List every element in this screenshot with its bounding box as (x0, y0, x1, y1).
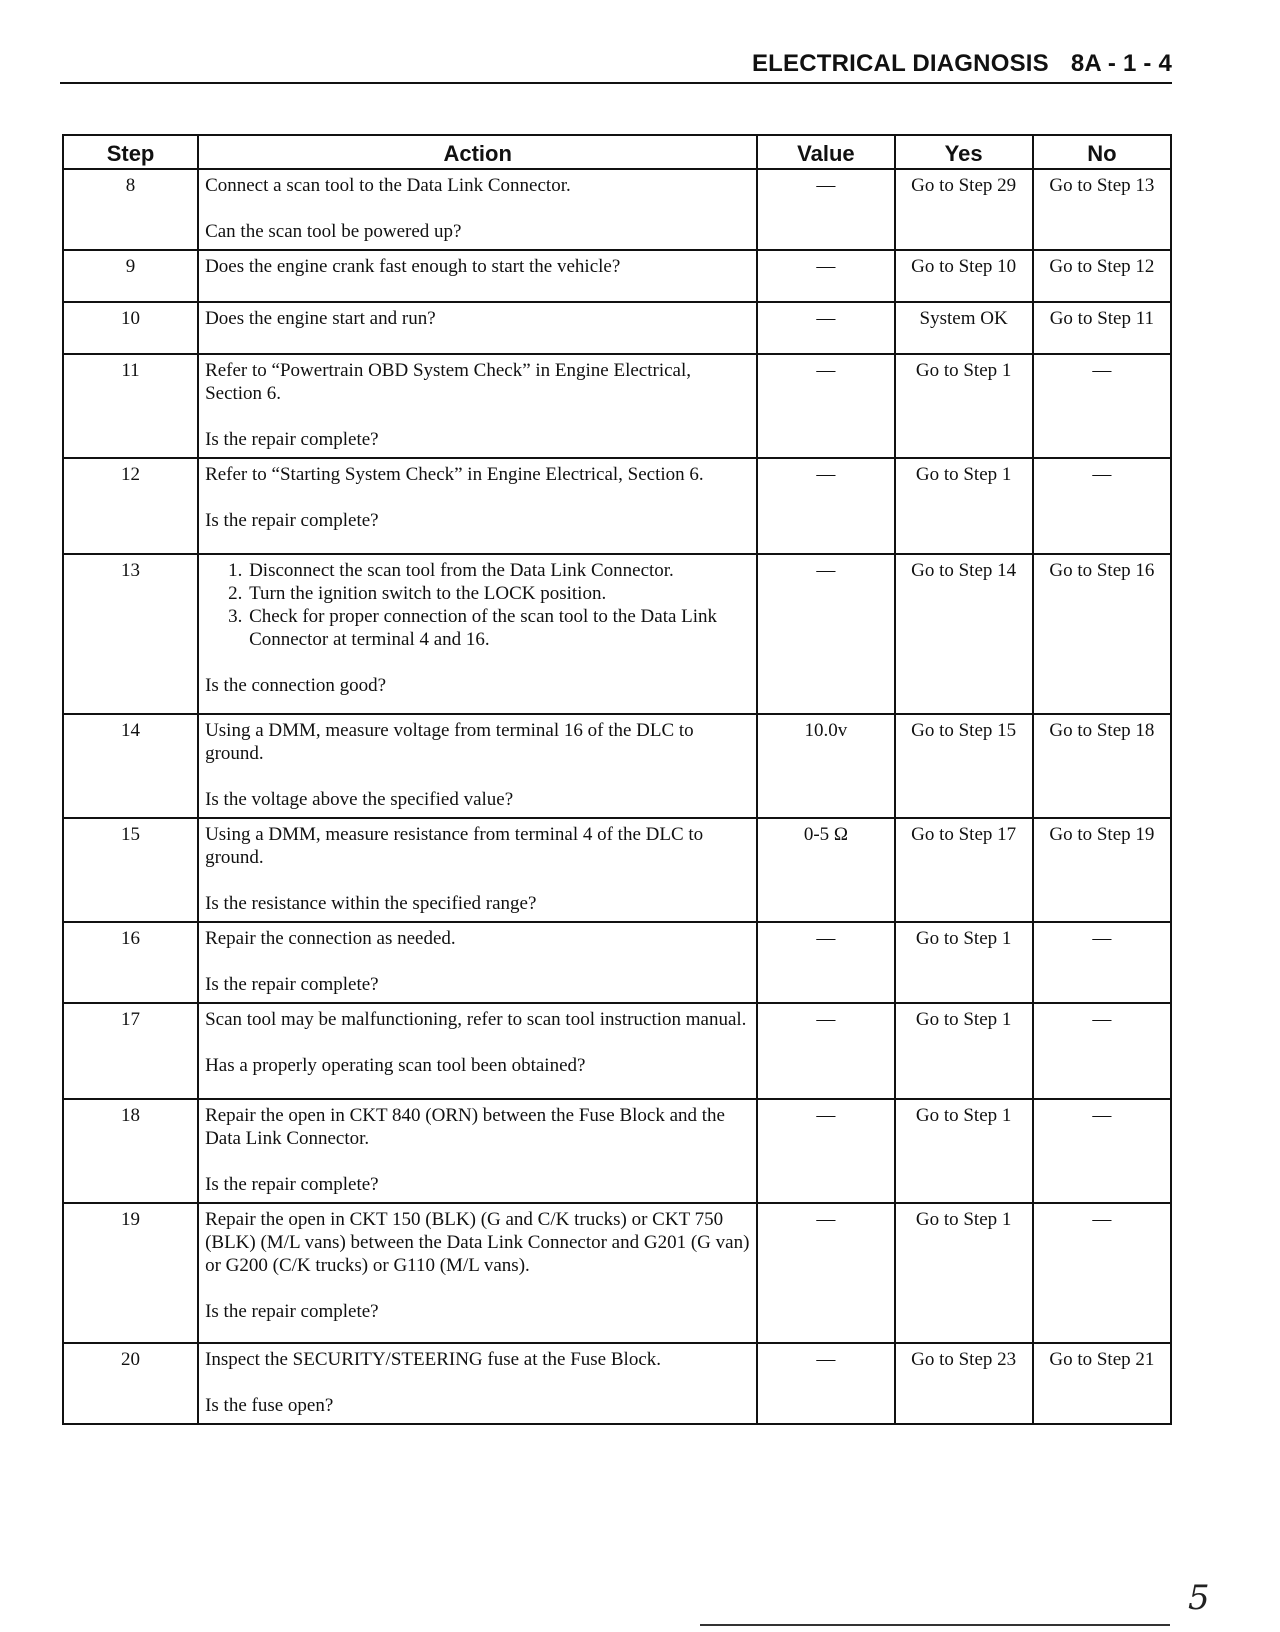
yes-cell: Go to Step 15 (895, 714, 1033, 818)
action-steps-list (205, 559, 750, 651)
no-cell: Go to Step 13 (1033, 169, 1171, 250)
no-cell: Go to Step 18 (1033, 714, 1171, 818)
yes-cell: Go to Step 1 (895, 1099, 1033, 1203)
action-question: Is the connection good? (205, 675, 387, 696)
yes-cell: Go to Step 10 (895, 250, 1033, 302)
yes-cell: Go to Step 1 (895, 1203, 1033, 1343)
step-number: 8 (63, 169, 198, 250)
yes-cell: Go to Step 1 (895, 458, 1033, 554)
action-text: Using a DMM, measure voltage from terminal 16 of the DLC to ground. (205, 720, 694, 764)
table-row (63, 554, 1171, 714)
step-number: 13 (63, 554, 198, 714)
yes-cell: Go to Step 1 (895, 354, 1033, 458)
action-question: Can the scan tool be powered up? (205, 221, 462, 242)
value-cell: — (757, 250, 894, 302)
value-cell: — (757, 458, 894, 554)
table-row (63, 1003, 1171, 1099)
no-cell: — (1033, 458, 1171, 554)
list-item: 1. Disconnect the scan tool from the Data Link Connector. (247, 559, 750, 582)
value-cell: — (757, 354, 894, 458)
diagnostic-table (62, 134, 1172, 1425)
action-text: Does the engine start and run? (205, 308, 436, 329)
footer-divider (700, 1624, 1170, 1626)
no-cell: — (1033, 1099, 1171, 1203)
action-cell (198, 818, 757, 922)
handwritten-page-mark: 5 (1188, 1578, 1210, 1618)
table-row (63, 458, 1171, 554)
action-text: Using a DMM, measure resistance from terminal 4 of the DLC to ground. (205, 824, 704, 868)
value-cell: — (757, 1343, 894, 1424)
action-question: Is the repair complete? (205, 1301, 379, 1322)
table-row (63, 302, 1171, 354)
column-header-yes: Yes (895, 135, 1033, 169)
action-text: Inspect the SECURITY/STEERING fuse at the Fuse Block. (205, 1349, 661, 1370)
action-text: Connect a scan tool to the Data Link Connector. (205, 175, 571, 196)
action-text: Repair the open in CKT 840 (ORN) between the Fuse Block and the Data Link Connector. (205, 1105, 725, 1149)
action-text: Refer to “Powertrain OBD System Check” in Engine Electrical, Section 6. (205, 360, 692, 404)
step-number: 19 (63, 1203, 198, 1343)
action-text: Scan tool may be malfunctioning, refer to scan tool instruction manual. (205, 1009, 747, 1030)
page-reference: 8A - 1 - 4 (1070, 50, 1172, 77)
table-row (63, 250, 1171, 302)
yes-cell: Go to Step 17 (895, 818, 1033, 922)
action-cell (198, 458, 757, 554)
action-cell (198, 714, 757, 818)
value-cell: — (757, 302, 894, 354)
value-cell: 10.0v (757, 714, 894, 818)
column-header-step: Step (63, 135, 198, 169)
table-row (63, 1099, 1171, 1203)
action-cell (198, 922, 757, 1003)
yes-cell: System OK (895, 302, 1033, 354)
value-cell: — (757, 1099, 894, 1203)
value-cell: — (757, 169, 894, 250)
table-row (63, 354, 1171, 458)
column-header-value: Value (757, 135, 894, 169)
action-question: Is the resistance within the specified range? (205, 893, 537, 914)
yes-cell: Go to Step 14 (895, 554, 1033, 714)
step-number: 20 (63, 1343, 198, 1424)
step-number: 16 (63, 922, 198, 1003)
action-question: Is the fuse open? (205, 1395, 334, 1416)
step-number: 12 (63, 458, 198, 554)
value-cell: — (757, 554, 894, 714)
table-row (63, 1203, 1171, 1343)
action-cell (198, 1343, 757, 1424)
no-cell: Go to Step 21 (1033, 1343, 1171, 1424)
no-cell: Go to Step 12 (1033, 250, 1171, 302)
column-header-no: No (1033, 135, 1171, 169)
step-number: 9 (63, 250, 198, 302)
action-text: Repair the open in CKT 150 (BLK) (G and C/K trucks) or CKT 750 (BLK) (M/L vans) between the Data Link Connector and G201 (G van) or G200 (C/K trucks) or G110 (M/L vans). (205, 1209, 750, 1276)
action-cell (198, 1203, 757, 1343)
yes-cell: Go to Step 29 (895, 169, 1033, 250)
action-cell (198, 1099, 757, 1203)
section-title: ELECTRICAL DIAGNOSIS (751, 50, 1049, 77)
no-cell: — (1033, 922, 1171, 1003)
list-item: 2. Turn the ignition switch to the LOCK position. (247, 582, 750, 605)
yes-cell: Go to Step 23 (895, 1343, 1033, 1424)
step-number: 10 (63, 302, 198, 354)
value-cell: — (757, 922, 894, 1003)
action-cell (198, 554, 757, 714)
step-number: 14 (63, 714, 198, 818)
page-header (60, 46, 1172, 84)
table-row (63, 714, 1171, 818)
table-header-row (63, 135, 1171, 169)
step-number: 18 (63, 1099, 198, 1203)
action-question: Is the repair complete? (205, 510, 379, 531)
no-cell: Go to Step 16 (1033, 554, 1171, 714)
action-question: Is the voltage above the specified value? (205, 789, 514, 810)
table-row (63, 818, 1171, 922)
action-text: Refer to “Starting System Check” in Engine Electrical, Section 6. (205, 464, 704, 485)
no-cell: Go to Step 11 (1033, 302, 1171, 354)
table-row (63, 922, 1171, 1003)
column-header-action: Action (198, 135, 757, 169)
no-cell: — (1033, 354, 1171, 458)
value-cell: — (757, 1203, 894, 1343)
no-cell: — (1033, 1203, 1171, 1343)
action-text: Does the engine crank fast enough to start the vehicle? (205, 256, 621, 277)
list-item: 3. Check for proper connection of the scan tool to the Data Link Connector at terminal 4 and 16. (247, 605, 750, 651)
step-number: 15 (63, 818, 198, 922)
action-question: Has a properly operating scan tool been obtained? (205, 1055, 586, 1076)
value-cell: 0-5 Ω (757, 818, 894, 922)
action-cell (198, 250, 757, 302)
no-cell: — (1033, 1003, 1171, 1099)
yes-cell: Go to Step 1 (895, 1003, 1033, 1099)
table-row (63, 169, 1171, 250)
yes-cell: Go to Step 1 (895, 922, 1033, 1003)
action-cell (198, 1003, 757, 1099)
step-number: 11 (63, 354, 198, 458)
value-cell: — (757, 1003, 894, 1099)
action-cell (198, 302, 757, 354)
no-cell: Go to Step 19 (1033, 818, 1171, 922)
action-question: Is the repair complete? (205, 974, 379, 995)
action-question: Is the repair complete? (205, 1174, 379, 1195)
table-row (63, 1343, 1171, 1424)
action-cell (198, 169, 757, 250)
action-cell (198, 354, 757, 458)
step-number: 17 (63, 1003, 198, 1099)
action-text: Repair the connection as needed. (205, 928, 456, 949)
action-question: Is the repair complete? (205, 429, 379, 450)
